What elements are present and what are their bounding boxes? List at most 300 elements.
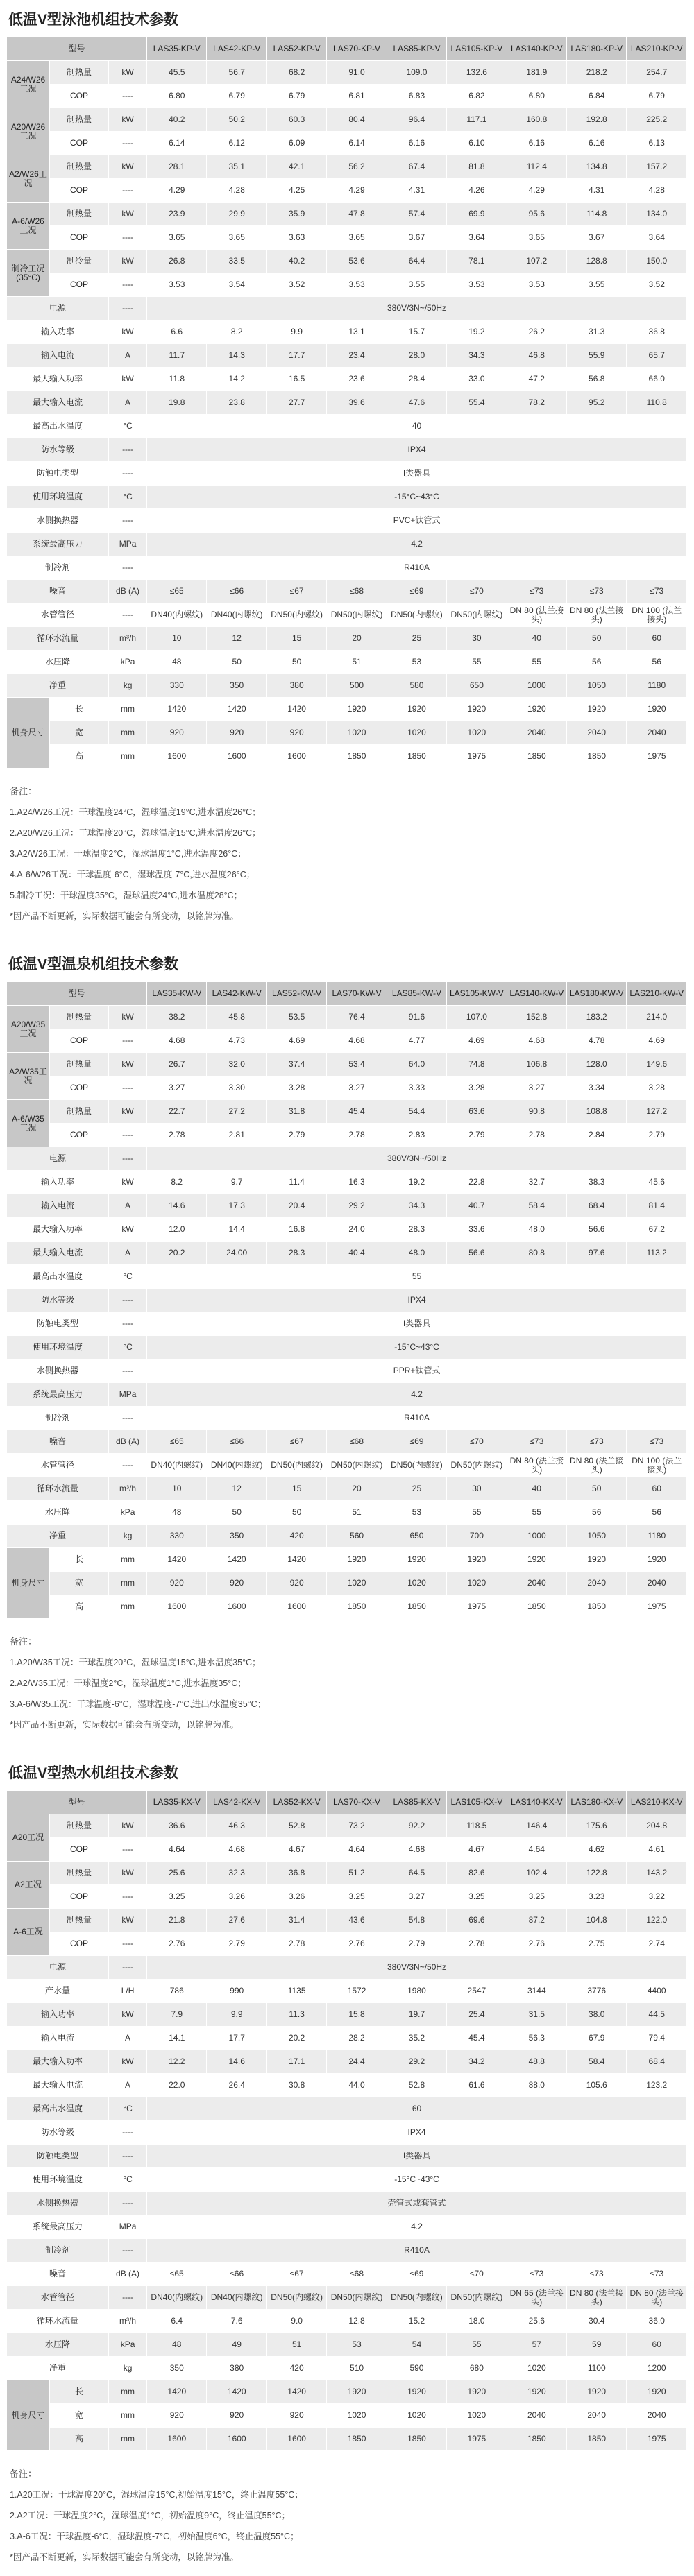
value-cell: 68.2 <box>267 61 327 85</box>
value-cell: 108.8 <box>567 1100 627 1124</box>
condition-group: A2/W26工况 <box>7 155 50 203</box>
table-row <box>7 2310 687 2333</box>
value-cell: 920 <box>147 2404 207 2428</box>
merged-value: R410A <box>147 2239 687 2262</box>
row-label: 使用环境温度 <box>7 2168 109 2192</box>
value-cell: 1920 <box>447 2380 507 2404</box>
table-row <box>7 1885 687 1909</box>
value-cell: 1020 <box>327 721 387 745</box>
model-name: LAS70-KX-V <box>327 1791 387 1814</box>
value-cell: 6.80 <box>507 85 567 108</box>
value-cell: DN40(内螺纹) <box>147 2286 207 2310</box>
row-label: 最大输入电流 <box>7 391 109 415</box>
value-cell: 1420 <box>267 1548 327 1572</box>
spec-table <box>7 982 687 1619</box>
row-unit: kg <box>109 674 147 698</box>
value-cell: 80.4 <box>327 108 387 132</box>
value-cell: 17.3 <box>207 1194 266 1218</box>
value-cell: 12 <box>207 1477 266 1501</box>
value-cell: 214.0 <box>627 1006 687 1029</box>
value-cell: 112.4 <box>507 155 567 179</box>
table-row <box>7 85 687 108</box>
table-row <box>7 1956 687 1980</box>
row-label: 系统最高压力 <box>7 533 109 556</box>
value-cell: 1600 <box>207 1595 266 1619</box>
value-cell: 1420 <box>207 1548 266 1572</box>
value-cell: ≤73 <box>567 2262 627 2286</box>
row-unit: MPa <box>109 533 147 556</box>
value-cell: 1920 <box>627 1548 687 1572</box>
value-cell: 56 <box>627 651 687 674</box>
table-row <box>7 250 687 273</box>
table-row <box>7 1430 687 1454</box>
value-cell: 20 <box>327 627 387 651</box>
row-unit: mm <box>109 2404 147 2428</box>
value-cell: ≤73 <box>627 2262 687 2286</box>
value-cell: 45.4 <box>327 1100 387 1124</box>
row-label: 使用环境温度 <box>7 1336 109 1359</box>
value-cell: 128.0 <box>567 1053 627 1076</box>
value-cell: 18.0 <box>447 2310 507 2333</box>
value-cell: 254.7 <box>627 61 687 85</box>
condition-group: A20/W35工况 <box>7 1006 50 1053</box>
value-cell: 17.7 <box>207 2027 266 2050</box>
value-cell: 60 <box>627 1477 687 1501</box>
value-cell: 2.78 <box>327 1124 387 1147</box>
value-cell: 2.81 <box>207 1124 266 1147</box>
value-cell: 51 <box>327 651 387 674</box>
row-unit: kW <box>109 61 147 85</box>
value-cell: 1920 <box>507 698 567 721</box>
header-row <box>7 982 687 1006</box>
value-cell: 2040 <box>627 1572 687 1595</box>
value-cell: 3.28 <box>447 1076 507 1100</box>
table-row <box>7 1980 687 2003</box>
spec-table <box>7 37 687 768</box>
table-row <box>7 2003 687 2027</box>
value-cell: ≤67 <box>267 1430 327 1454</box>
value-cell: 1850 <box>507 745 567 768</box>
merged-value: PPR+钛管式 <box>147 1359 687 1383</box>
table-row <box>7 2333 687 2357</box>
value-cell: 28.3 <box>267 1242 327 1265</box>
value-cell: 3.25 <box>507 1885 567 1909</box>
merged-value: -15°C~43°C <box>147 1336 687 1359</box>
value-cell: DN50(内螺纹) <box>327 1454 387 1477</box>
value-cell: 95.2 <box>567 391 627 415</box>
value-cell: 56.7 <box>207 61 266 85</box>
row-unit: ---- <box>109 1029 147 1053</box>
row-label: 循环水流量 <box>7 627 109 651</box>
value-cell: 1850 <box>387 745 447 768</box>
value-cell: 105.6 <box>567 2074 627 2097</box>
value-cell: 56.8 <box>567 368 627 391</box>
value-cell: 2.78 <box>267 1932 327 1956</box>
value-cell: 2040 <box>507 721 567 745</box>
value-cell: 34.3 <box>387 1194 447 1218</box>
value-cell: 117.1 <box>447 108 507 132</box>
row-unit: ---- <box>109 1454 147 1477</box>
value-cell: ≤68 <box>327 2262 387 2286</box>
value-cell: 48.8 <box>507 2050 567 2074</box>
table-row <box>7 1029 687 1053</box>
value-cell: 68.4 <box>627 2050 687 2074</box>
row-unit: m³/h <box>109 2310 147 2333</box>
value-cell: 1920 <box>327 2380 387 2404</box>
row-unit: ---- <box>109 509 147 533</box>
table-row <box>7 2145 687 2168</box>
value-cell: ≤65 <box>147 2262 207 2286</box>
value-cell: 3144 <box>507 1980 567 2003</box>
value-cell: 88.0 <box>507 2074 567 2097</box>
row-unit: mm <box>109 2380 147 2404</box>
value-cell: 37.4 <box>267 1053 327 1076</box>
table-row <box>7 1289 687 1312</box>
table-row <box>7 297 687 320</box>
value-cell: 1135 <box>267 1980 327 2003</box>
value-cell: 350 <box>207 1525 266 1548</box>
table-row <box>7 1572 687 1595</box>
value-cell: 10 <box>147 627 207 651</box>
value-cell: ≤65 <box>147 1430 207 1454</box>
notes-title: 备注： <box>10 786 37 796</box>
value-cell: DN50(内螺纹) <box>387 603 447 627</box>
merged-value: IPX4 <box>147 2121 687 2145</box>
value-cell: 47.2 <box>507 368 567 391</box>
value-cell: 2.78 <box>147 1124 207 1147</box>
table-row <box>7 462 687 486</box>
table-row <box>7 108 687 132</box>
value-cell: 6.6 <box>147 320 207 344</box>
value-cell: 3.28 <box>267 1076 327 1100</box>
value-cell: 6.84 <box>567 85 627 108</box>
value-cell: 25.4 <box>447 2003 507 2027</box>
row-label: 防触电类型 <box>7 2145 109 2168</box>
value-cell: 31.4 <box>267 1909 327 1932</box>
row-label: COP <box>50 1885 109 1909</box>
value-cell: 30.8 <box>267 2074 327 2097</box>
value-cell: 1975 <box>447 745 507 768</box>
row-unit: ---- <box>109 556 147 580</box>
value-cell: 33.5 <box>207 250 266 273</box>
value-cell: 56 <box>567 651 627 674</box>
row-unit: mm <box>109 721 147 745</box>
value-cell: 1850 <box>507 2428 567 2451</box>
value-cell: 4.29 <box>147 179 207 203</box>
value-cell: 15.8 <box>327 2003 387 2027</box>
value-cell: 47.8 <box>327 203 387 226</box>
value-cell: ≤73 <box>567 1430 627 1454</box>
value-cell: 12.0 <box>147 1218 207 1242</box>
value-cell: 4.69 <box>267 1029 327 1053</box>
row-label: 制热量 <box>50 1909 109 1932</box>
value-cell: 28.4 <box>387 368 447 391</box>
row-label: 电源 <box>7 297 109 320</box>
model-name: LAS35-KX-V <box>147 1791 207 1814</box>
table-row <box>7 203 687 226</box>
value-cell: 76.4 <box>327 1006 387 1029</box>
value-cell: 1975 <box>627 1595 687 1619</box>
value-cell: 3.67 <box>567 226 627 250</box>
value-cell: 80.8 <box>507 1242 567 1265</box>
value-cell: 1600 <box>207 2428 266 2451</box>
value-cell: 11.7 <box>147 344 207 368</box>
value-cell: 35.1 <box>207 155 266 179</box>
row-label: 制热量 <box>50 108 109 132</box>
section-title: 低温V型泳池机组技术参数 <box>8 12 179 28</box>
row-label: 系统最高压力 <box>7 1383 109 1407</box>
value-cell: 2.79 <box>627 1124 687 1147</box>
value-cell: 15 <box>267 1477 327 1501</box>
value-cell: 2.74 <box>627 1932 687 1956</box>
value-cell: 380 <box>207 2357 266 2380</box>
row-label: COP <box>50 85 109 108</box>
value-cell: DN 80 (法兰接头) <box>567 603 627 627</box>
value-cell: 55 <box>447 1501 507 1525</box>
row-label: 最高出水温度 <box>7 1265 109 1289</box>
table-row <box>7 603 687 627</box>
row-label: 制热量 <box>50 1006 109 1029</box>
table-row <box>7 745 687 768</box>
value-cell: 91.0 <box>327 61 387 85</box>
value-cell: 26.7 <box>147 1053 207 1076</box>
table-row <box>7 273 687 297</box>
value-cell: 53.4 <box>327 1053 387 1076</box>
value-cell: 1920 <box>387 2380 447 2404</box>
value-cell: 57.4 <box>387 203 447 226</box>
table-row <box>7 580 687 603</box>
value-cell: 50 <box>207 1501 266 1525</box>
value-cell: 2040 <box>567 2404 627 2428</box>
table-row <box>7 2192 687 2215</box>
value-cell: 10 <box>147 1477 207 1501</box>
value-cell: 63.6 <box>447 1100 507 1124</box>
row-label: 制热量 <box>50 1814 109 1838</box>
value-cell: 114.8 <box>567 203 627 226</box>
value-cell: 4.31 <box>387 179 447 203</box>
table-row <box>7 1814 687 1838</box>
value-cell: 13.1 <box>327 320 387 344</box>
value-cell: 2.79 <box>387 1932 447 1956</box>
note-line: 3.A2/W26工况：干球温度2°C，湿球温度1°C,进水温度26°C； <box>10 849 246 859</box>
value-cell: 2040 <box>627 721 687 745</box>
table-row <box>7 1100 687 1124</box>
table-row <box>7 674 687 698</box>
value-cell: 46.8 <box>507 344 567 368</box>
value-cell: 122.8 <box>567 1862 627 1885</box>
value-cell: 1600 <box>147 2428 207 2451</box>
value-cell: DN 80 (法兰接头) <box>627 2286 687 2310</box>
value-cell: 6.80 <box>147 85 207 108</box>
row-label: COP <box>50 132 109 155</box>
row-unit: kW <box>109 1100 147 1124</box>
value-cell: 4.73 <box>207 1029 266 1053</box>
value-cell: ≤70 <box>447 1430 507 1454</box>
row-unit: kPa <box>109 1501 147 1525</box>
row-unit: ---- <box>109 1359 147 1383</box>
table-row <box>7 2168 687 2192</box>
value-cell: 420 <box>267 1525 327 1548</box>
value-cell: 350 <box>147 2357 207 2380</box>
value-cell: 3.25 <box>147 1885 207 1909</box>
value-cell: 1600 <box>147 1595 207 1619</box>
value-cell: 24.0 <box>327 1218 387 1242</box>
value-cell: 55 <box>507 651 567 674</box>
row-label: 输入功率 <box>7 320 109 344</box>
value-cell: 51 <box>327 1501 387 1525</box>
value-cell: ≤69 <box>387 2262 447 2286</box>
row-label: 使用环境温度 <box>7 486 109 509</box>
value-cell: 4.26 <box>447 179 507 203</box>
row-unit: ---- <box>109 1076 147 1100</box>
value-cell: 49 <box>207 2333 266 2357</box>
row-label: 净重 <box>7 2357 109 2380</box>
value-cell: 14.2 <box>207 368 266 391</box>
value-cell: 2.79 <box>447 1124 507 1147</box>
note-line: 2.A2/W35工况：干球温度2°C，湿球温度1°C,进水温度35°C； <box>10 1678 246 1688</box>
note-line: 3.A-6工况：干球温度-6°C，湿球温度-7°C，初始温度6°C，终止温度55°C； <box>10 2532 299 2541</box>
value-cell: 48.0 <box>387 1242 447 1265</box>
value-cell: 1975 <box>447 1595 507 1619</box>
value-cell: 4.77 <box>387 1029 447 1053</box>
value-cell: ≤66 <box>207 2262 266 2286</box>
value-cell: 4.61 <box>627 1838 687 1862</box>
row-unit: kW <box>109 108 147 132</box>
row-unit: °C <box>109 415 147 438</box>
value-cell: 32.0 <box>207 1053 266 1076</box>
value-cell: 1920 <box>387 698 447 721</box>
value-cell: 4400 <box>627 1980 687 2003</box>
value-cell: 60 <box>627 627 687 651</box>
value-cell: 1600 <box>267 2428 327 2451</box>
value-cell: 6.16 <box>507 132 567 155</box>
value-cell: 50 <box>267 651 327 674</box>
row-label: 循环水流量 <box>7 2310 109 2333</box>
table-row <box>7 1053 687 1076</box>
value-cell: 56.6 <box>567 1218 627 1242</box>
value-cell: 8.2 <box>147 1171 207 1194</box>
merged-value: 380V/3N~/50Hz <box>147 1956 687 1980</box>
value-cell: 132.6 <box>447 61 507 85</box>
value-cell: 9.9 <box>267 320 327 344</box>
value-cell: 53 <box>327 2333 387 2357</box>
row-unit: ---- <box>109 1289 147 1312</box>
value-cell: 420 <box>267 2357 327 2380</box>
value-cell: 50 <box>207 651 266 674</box>
value-cell: 1850 <box>567 2428 627 2451</box>
value-cell: 1020 <box>327 2404 387 2428</box>
value-cell: 1920 <box>627 698 687 721</box>
value-cell: 14.6 <box>207 2050 266 2074</box>
value-cell: 48.0 <box>507 1218 567 1242</box>
value-cell: 28.2 <box>327 2027 387 2050</box>
note-line: 2.A20/W26工况：干球温度20°C，湿球温度15°C,进水温度26°C； <box>10 828 261 838</box>
value-cell: 61.6 <box>447 2074 507 2097</box>
notes-title: 备注： <box>10 1636 37 1647</box>
row-unit: ---- <box>109 226 147 250</box>
value-cell: 16.3 <box>327 1171 387 1194</box>
row-label: 宽 <box>50 2404 109 2428</box>
value-cell: 152.8 <box>507 1006 567 1029</box>
value-cell: 68.4 <box>567 1194 627 1218</box>
row-unit: dB (A) <box>109 580 147 603</box>
merged-value: 4.2 <box>147 533 687 556</box>
value-cell: 990 <box>207 1980 266 2003</box>
value-cell: 56.3 <box>507 2027 567 2050</box>
value-cell: ≤66 <box>207 580 266 603</box>
value-cell: 2040 <box>567 721 627 745</box>
value-cell: 69.9 <box>447 203 507 226</box>
value-cell: 183.2 <box>567 1006 627 1029</box>
value-cell: 53 <box>387 1501 447 1525</box>
value-cell: DN 100 (法兰接头) <box>627 603 687 627</box>
table-row <box>7 61 687 85</box>
value-cell: ≤66 <box>207 1430 266 1454</box>
value-cell: 22.7 <box>147 1100 207 1124</box>
value-cell: 225.2 <box>627 108 687 132</box>
table-row <box>7 1548 687 1572</box>
value-cell: DN50(内螺纹) <box>447 2286 507 2310</box>
section-title: 低温V型温泉机组技术参数 <box>8 956 179 972</box>
value-cell: 20.4 <box>267 1194 327 1218</box>
value-cell: 27.6 <box>207 1909 266 1932</box>
value-cell: 1050 <box>567 1525 627 1548</box>
value-cell: 40.4 <box>327 1242 387 1265</box>
table-row <box>7 651 687 674</box>
value-cell: DN40(内螺纹) <box>207 603 266 627</box>
row-unit: A <box>109 1242 147 1265</box>
value-cell: 11.8 <box>147 368 207 391</box>
merged-value: -15°C~43°C <box>147 486 687 509</box>
table-row <box>7 2262 687 2286</box>
row-unit: ---- <box>109 273 147 297</box>
value-cell: 786 <box>147 1980 207 2003</box>
value-cell: 1975 <box>627 745 687 768</box>
row-label: 制热量 <box>50 203 109 226</box>
row-label: 输入电流 <box>7 344 109 368</box>
value-cell: 31.8 <box>267 1100 327 1124</box>
row-unit: kW <box>109 1814 147 1838</box>
value-cell: 2.75 <box>567 1932 627 1956</box>
value-cell: 680 <box>447 2357 507 2380</box>
row-unit: kW <box>109 1909 147 1932</box>
value-cell: 920 <box>147 721 207 745</box>
value-cell: 33.0 <box>447 368 507 391</box>
table-row <box>7 1454 687 1477</box>
value-cell: 14.6 <box>147 1194 207 1218</box>
header-row <box>7 1791 687 1814</box>
value-cell: 160.8 <box>507 108 567 132</box>
value-cell: 36.8 <box>627 320 687 344</box>
value-cell: 146.4 <box>507 1814 567 1838</box>
value-cell: 6.81 <box>327 85 387 108</box>
value-cell: 6.16 <box>567 132 627 155</box>
merged-value: IPX4 <box>147 1289 687 1312</box>
value-cell: 3.65 <box>327 226 387 250</box>
value-cell: 2.78 <box>507 1124 567 1147</box>
value-cell: 3.25 <box>447 1885 507 1909</box>
row-label: 制热量 <box>50 1862 109 1885</box>
value-cell: 4.25 <box>267 179 327 203</box>
row-label: 输入电流 <box>7 1194 109 1218</box>
value-cell: DN50(内螺纹) <box>267 603 327 627</box>
value-cell: 2.76 <box>327 1932 387 1956</box>
value-cell: DN 80 (法兰接头) <box>567 1454 627 1477</box>
table-row <box>7 556 687 580</box>
merged-value: I类器具 <box>147 1312 687 1336</box>
value-cell: 3.54 <box>207 273 266 297</box>
row-label: 噪音 <box>7 1430 109 1454</box>
